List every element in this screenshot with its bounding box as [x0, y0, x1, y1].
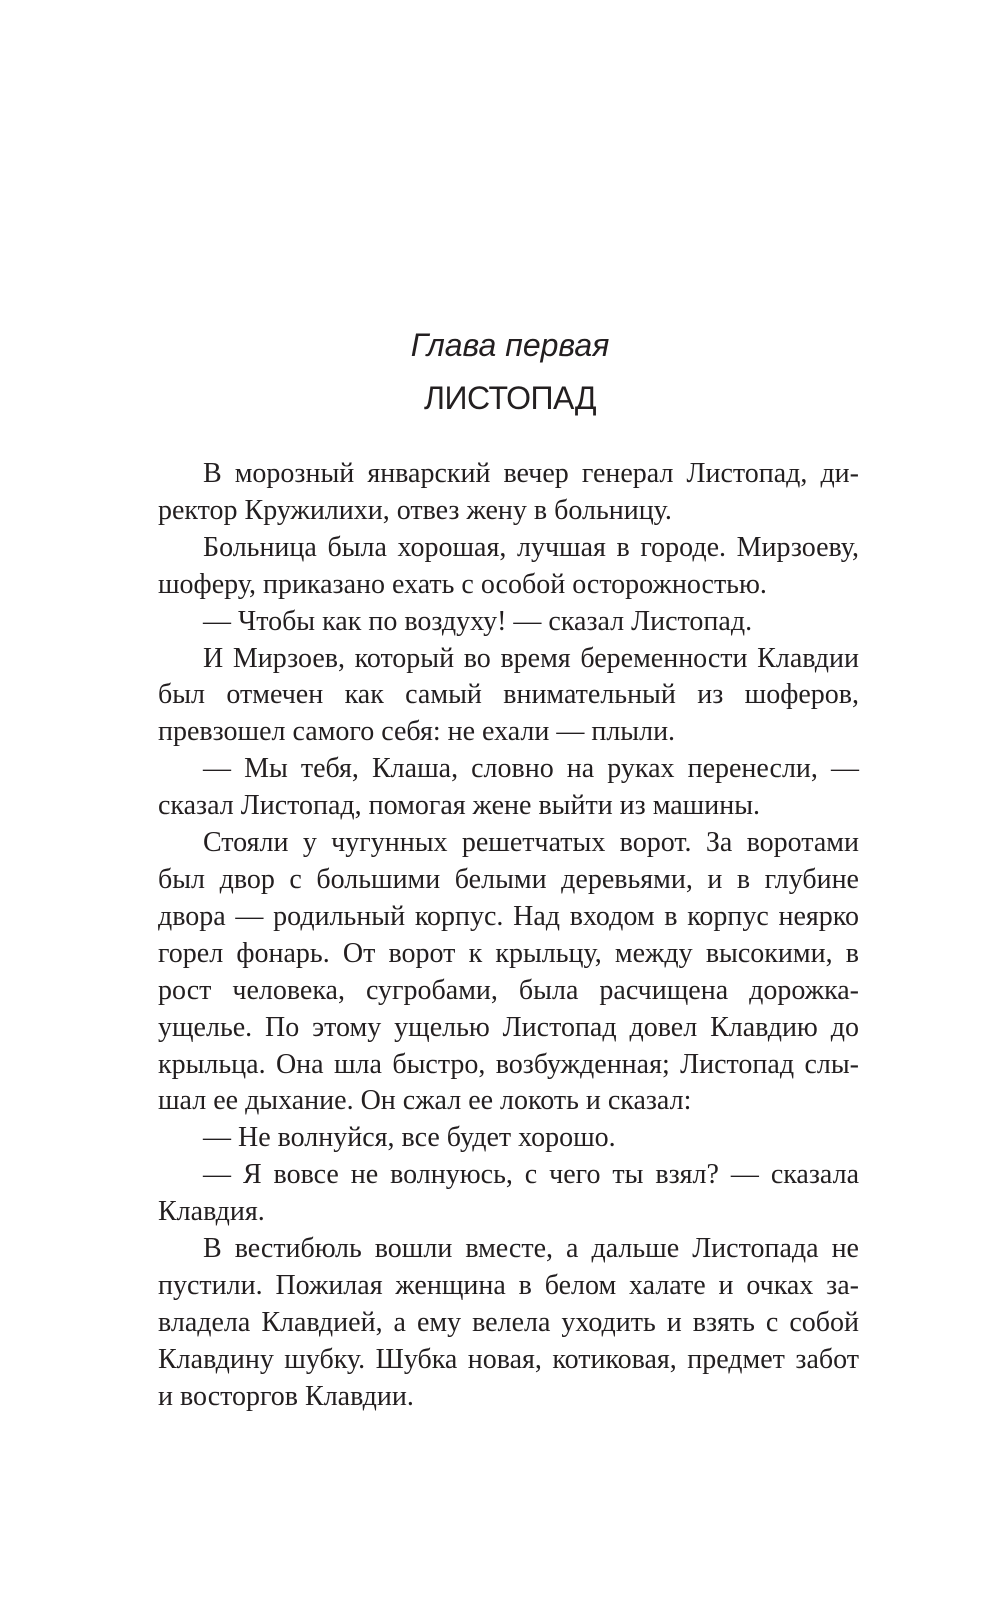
chapter-label: Глава первая [410, 327, 610, 363]
paragraph: В морозный январский вечер генерал Листопад, директор Кружилихи, отвез жену в больницу. [158, 458, 859, 526]
paragraph: Стояли у чугунных решетчатых ворот. За воротами был двор с большими белыми деревьями, и в глубине двора — родильный корпус. Над входом в корпус неярко горел фонарь. От ворот к крыльцу, между высокими, в рост человека, сугробами, была расчищена дорожка-ущелье. По этому ущелью Листопад довел Клавдию до крыльца. Она шла быстро, возбужденная; Листопад слышал ее дыхание. Он сжал ее локоть и сказал: [158, 827, 859, 1117]
body-text [158, 456, 859, 1416]
paragraph: — Мы тебя, Клаша, словно на руках перенесли, — сказал Листопад, помогая жене выйти из машины. [158, 753, 859, 822]
chapter-title: ЛИСТОПАД [423, 380, 597, 416]
paragraph: В вестибюль вошли вместе, а дальше Листопада не пустили. Пожилая женщина в белом халате и очках завладела Клавдией, а ему велела уходить и взять с собой Клавдину шубку. Шубка новая, котиковая, предмет забот и восторгов Клавдии. [158, 1233, 859, 1412]
paragraph: — Я вовсе не волнуюсь, с чего ты взял? — сказала Клавдия. [158, 1159, 859, 1228]
paragraph: Больница была хорошая, лучшая в городе. Мирзоеву, шоферу, приказано ехать с особой осторожностью. [158, 531, 859, 600]
paragraph: И Мирзоев, который во время беременности Клавдии был отмечен как самый внимательный из шоферов, превзошел самого себя: не ехали — плыли. [158, 642, 859, 748]
paragraph: — Не волнуйся, все будет хорошо. [203, 1122, 616, 1154]
paragraph: — Чтобы как по воздуху! — сказал Листопад. [203, 605, 753, 637]
